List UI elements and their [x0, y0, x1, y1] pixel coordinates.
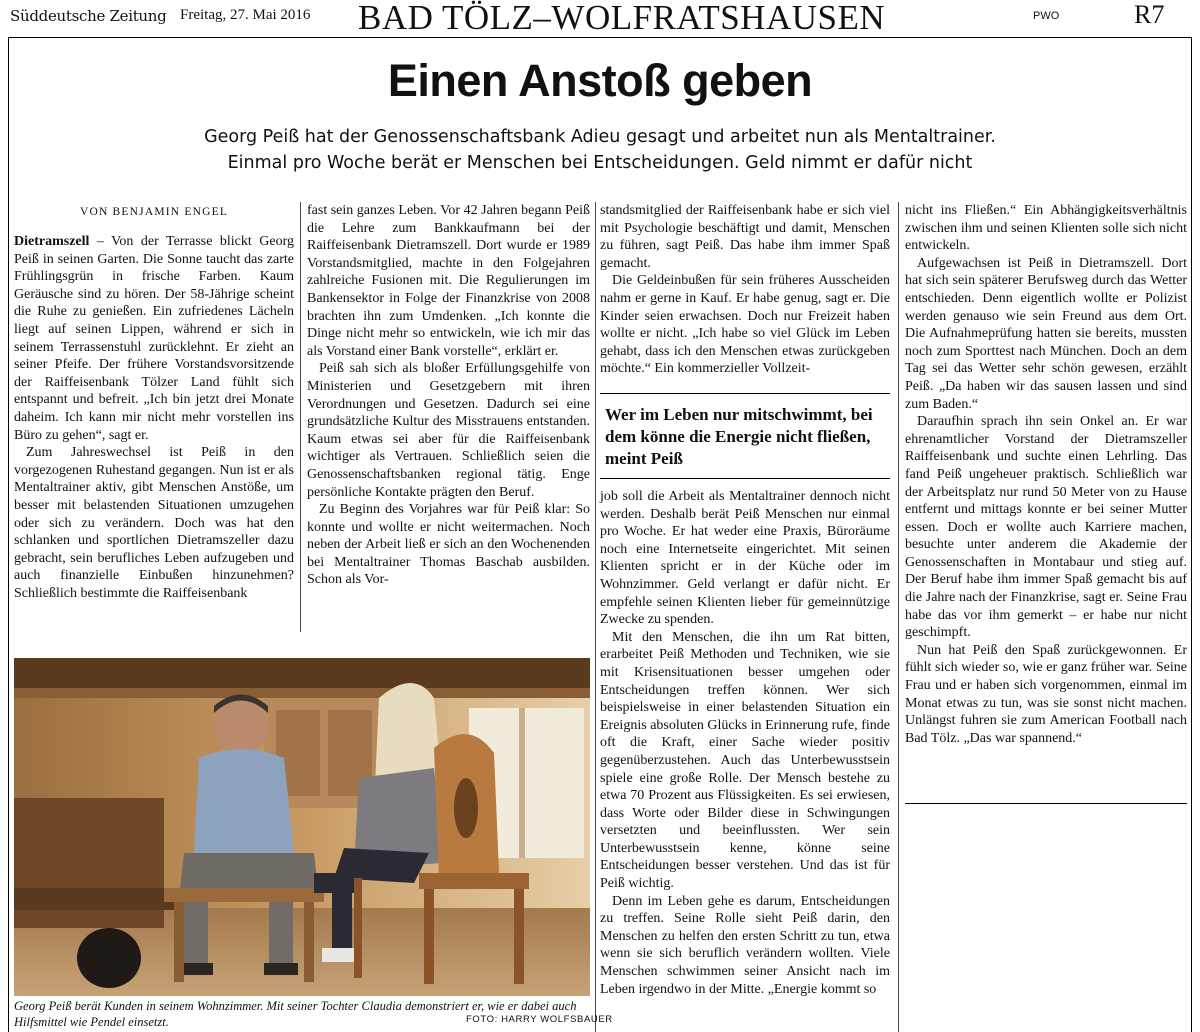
article-headline: Einen Anstoß geben [387, 55, 813, 106]
page-border-right [1191, 37, 1192, 1032]
dateline: Dietramszell [14, 234, 90, 249]
newspaper-name: Süddeutsche Zeitung [10, 7, 167, 25]
page-border-left [8, 37, 9, 1032]
article-end-rule [905, 803, 1187, 804]
paragraph: Dietramszell – Von der Terrasse blickt Georg Peiß in seinen Garten. Die Sonne taucht das zarte Frühlingsgrün in frische Farben. Kaum Geräusche sind zu hören. Der 58-Jährige scheint die Ruhe zu genießen. Ein zufriedenes Lächeln liegt auf seinen Lippen, während er sich in seinem Terrassenstuhl zurücklehnt. Er zieht an seiner Pfeife. Der frühere Vorstandsvorsitzende der Raiffeisenbank Tölzer Land fühlt sich entspannt und befreit. „Ich bin jetzt drei Monate daheim. Ich kann mir nicht mehr vorstellen ins Büro zu gehen“, sagt er. [14, 234, 294, 443]
deck-line-1: Georg Peiß hat der Genossenschaftsbank Adieu gesagt und arbeitet nun als Mentaltrainer. [204, 127, 996, 147]
column-divider [898, 202, 899, 1032]
paragraph: Die Geldeinbußen für sein früheres Ausscheiden nahm er gerne in Kauf. Er habe genug, sagt er. Die Kinder seien erwachsen. Doch nur Freizeit haben wollte er nicht. „Ich habe so viel Glück im Leben gehabt, dass ich den Menschen etwas zurückgeben möchte.“ Ein kommerzieller Vollzeit- [600, 273, 890, 377]
photo-credit: FOTO: HARRY WOLFSBAUER [466, 1014, 613, 1025]
pullquote-rule [600, 393, 890, 394]
masthead [8, 0, 1192, 38]
page-number: R7 [1134, 0, 1165, 29]
paragraph: Nun hat Peiß den Spaß zurückgewonnen. Er fühlt sich wieder so, wie er ganz früher war. Seine Frau und er haben sich vorgenommen, einmal im Monat etwas zu tun, was sie sonst nicht machen. Unlängst fuhren sie zum American Football nach Bad Tölz. „Das war spannend.“ [905, 642, 1187, 746]
deck-line-2: Einmal pro Woche berät er Menschen bei Entscheidungen. Geld nimmt er dafür nicht [227, 153, 973, 173]
article-photo [14, 658, 590, 996]
photo-illustration [14, 658, 590, 996]
column-divider [595, 202, 596, 1032]
paragraph: nicht ins Fließen.“ Ein Abhängigkeitsverhältnis zwischen ihm und seinen Klienten solle sich nicht entwickeln. [905, 203, 1187, 254]
article-deck [150, 124, 1050, 176]
edition-code: PWO [1033, 10, 1060, 22]
section-title: BAD TÖLZ–WOLFRATSHAUSEN [358, 0, 886, 37]
pullquote: Wer im Leben nur mitschwimmt, bei dem könne die Energie nicht fließen, meint Peiß [605, 405, 873, 468]
paragraph: fast sein ganzes Leben. Vor 42 Jahren begann Peiß die Lehre zum Bankkaufmann bei der Raiffeisenbank Dietramszell. Dort wurde er 1989 Vorstandsmitglied, machte in den Folgejahren zahlreiche Fusionen mit. Die Regulierungen im Bankensektor in Folge der Finanzkrise von 2008 brachten ihn zum Umdenken. „Ich konnte die Dinge nicht mehr so entwickeln, wie ich mir das als Vorstand einer Bank vorstelle“, erklärt er. [307, 203, 590, 359]
paragraph: Daraufhin sprach ihn sein Onkel an. Er war ehrenamtlicher Vorstand der Dietramszeller Raiffeisenbank und suchte einen Lehrling. Das fand Peiß ungeheuer praktisch. Schließlich war der Arbeitsplatz nur rund 50 Meter von zu Hause entfernt und mittags konnte er bei seiner Mutter essen. Doch er wollte auch Karriere machen, besuchte unter anderem die Akademie der Genossenschaften in Montabaur und stieg auf. Der Beruf habe ihm immer Spaß gemacht bis auf die Jahre nach der Finanzkrise, sagt er. Seine Frau habe das vor ihm gemerkt – er habe nur nicht geschimpft. [905, 414, 1187, 641]
issue-date: Freitag, 27. Mai 2016 [180, 7, 311, 23]
paragraph: job soll die Arbeit als Mentaltrainer dennoch nicht werden. Deshalb berät Peiß Menschen nur einmal pro Woche. Er hat weder eine Praxis, Büroräume noch eine Internetseite eingerichtet. Mit seinen Klienten spricht er in der Küche oder im Wohnzimmer. Geld verlangt er dafür nicht. Er empfehle seinen Klienten lieber für gemeinnützige Zwecke zu spenden. [600, 489, 890, 628]
photo-caption: Georg Peiß berät Kunden in seinem Wohnzimmer. Mit seiner Tochter Claudia demonstriert er, wie er dabei auch Hilfsmittel wie Pendel einsetzt. [14, 999, 577, 1029]
article-column-3-top [600, 202, 890, 378]
byline: VON BENJAMIN ENGEL [79, 206, 229, 218]
pullquote-rule [600, 478, 890, 479]
paragraph: Zum Jahreswechsel ist Peiß in den vorgezogenen Ruhestand gegangen. Nun ist er als Mentaltrainer aktiv, gibt Menschen Anstöße, um besser mit belastenden Situationen umzugehen oder sich zu verändern. Doch was hat den schlanken und sportlichen Dietramszeller dazu gebracht, sein berufliches Leben aufzugeben und auch finanzielle Einbußen hinzunehmen? Schließlich bestimmte die Raiffeisenbank [14, 445, 294, 601]
paragraph: standsmitglied der Raiffeisenbank habe er sich viel mit Psychologie beschäftigt und damit, Menschen zu führen, sagt Peiß. Das habe ihm immer Spaß gemacht. [600, 203, 890, 271]
column-divider [300, 202, 301, 632]
article-column-3-bottom [600, 488, 890, 998]
paragraph: Aufgewachsen ist Peiß in Dietramszell. Dort hat sich sein späterer Berufsweg durch das Wetter entschieden. Denn eigentlich wollte er Polizist werden genauso wie sein Freund aus dem Ort. Die Aufnahmeprüfung hatten sie bereits, mussten noch zum Sporttest nach München. Doch an dem Tag sei das Wetter sehr schön gewesen, erzählt Peiß. „Da haben wir das sausen lassen und sind zum Baden.“ [905, 255, 1187, 412]
article-column-4 [905, 202, 1187, 747]
masthead-rule [8, 37, 1192, 38]
article-column-2 [307, 202, 590, 589]
paragraph: Denn im Leben gehe es darum, Entscheidungen zu treffen. Seine Rolle sieht Peiß darin, den Menschen zu helfen den ersten Schritt zu tun, etwa wenn sie sich beruflich verändern wollten. Viele Menschen schwimmen seiner Ansicht nach im Leben irgendwo in der Mitte. „Energie kommt so [600, 893, 890, 997]
paragraph: Peiß sah sich als bloßer Erfüllungsgehilfe von Ministerien und Gesetzgebern mit ihren Verordnungen und Gesetzen. Dadurch sei eine grundsätzliche Kultur des Misstrauens entstanden. Kaum etwas sei aber für die Raiffeisenbank wichtiger als Vertrauen. Schließlich seien die Genossenschaftsbanken regional tätig. Enge persönliche Kontakte prägten den Beruf. [307, 361, 590, 500]
article-column-1 [14, 233, 294, 602]
paragraph: Mit den Menschen, die ihn um Rat bitten, erarbeitet Peiß Methoden und Techniken, wie sie mit Krisensituationen besser umgehen oder Entscheidungen treffen können. Wer sich beispielsweise in einer belastenden Situation ein Ereignis absoluten Glücks in Erinnerung rufe, finde oft die Kraft, einer Sache wieder positiv gegenüberzustehen. Auch das Unterbewusstsein spiele eine große Rolle. Der Mensch bestehe zu etwa 70 Prozent aus Flüssigkeiten. Es sei erwiesen, dass Worte oder Bilder diese in Schwingungen versetzten und beeinflussten. Wer sein Unterbewusstsein kenne, könne seine Entscheidungen besser verstehen. Und das ist für Peiß wichtig. [600, 629, 890, 892]
paragraph: Zu Beginn des Vorjahres war für Peiß klar: So konnte und wollte er nicht weitermachen. Noch neben der Arbeit ließ er sich an den Wochenenden bei Mentaltrainer Thomas Baschab ausbilden. Schon als Vor- [307, 502, 590, 588]
